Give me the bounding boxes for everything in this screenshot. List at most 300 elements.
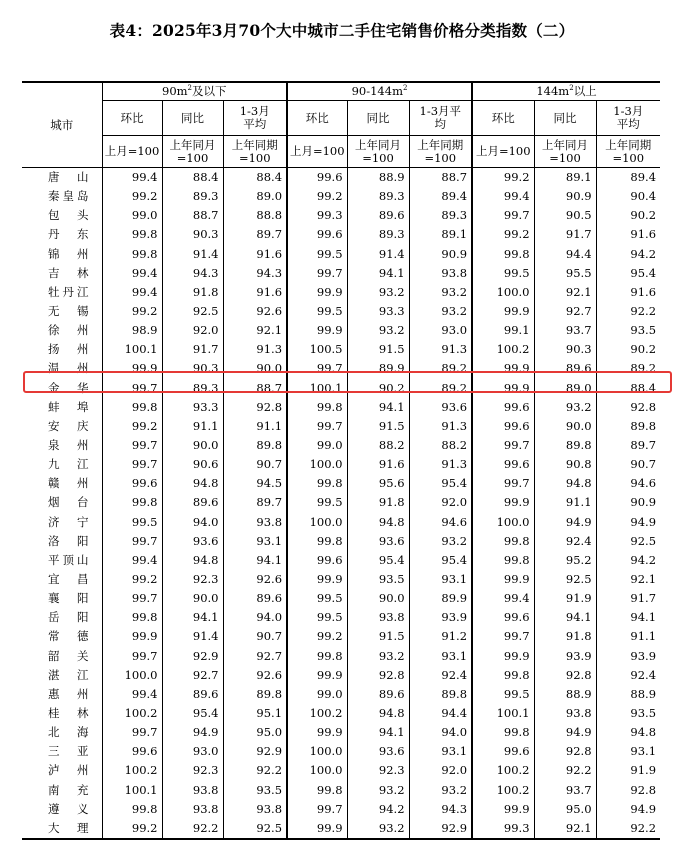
index-cell: 89.6: [534, 359, 596, 378]
index-cell: 100.0: [287, 455, 347, 474]
index-cell: 94.6: [596, 474, 660, 493]
index-cell: 99.8: [287, 398, 347, 417]
index-cell: 99.8: [131, 610, 158, 625]
index-cell: 95.1: [223, 704, 287, 723]
index-cell: 94.1: [596, 608, 660, 627]
index-cell: 94.0: [223, 608, 287, 627]
city-name: 襄阳: [22, 589, 102, 608]
city-name: 大理: [22, 819, 102, 839]
index-cell: 95.0: [534, 800, 596, 819]
index-cell: 90.9: [596, 493, 660, 512]
index-cell: 90.3: [162, 225, 223, 244]
table-row: [22, 608, 660, 627]
index-cell: 94.3: [223, 264, 287, 283]
index-cell: 88.4: [162, 168, 223, 188]
index-cell: 93.1: [409, 570, 472, 589]
index-cell: 88.7: [223, 379, 287, 398]
index-cell: 93.7: [534, 781, 596, 800]
index-cell: 92.5: [162, 302, 223, 321]
index-cell: 93.2: [409, 283, 472, 302]
index-cell: 91.9: [534, 589, 596, 608]
index-cell: 93.8: [534, 704, 596, 723]
index-cell: 94.8: [347, 704, 409, 723]
city-name: 温州: [22, 359, 102, 378]
index-cell: 90.3: [534, 340, 596, 359]
index-cell: 99.2: [131, 189, 158, 204]
mom-header: 环比: [287, 101, 347, 136]
index-cell: 93.6: [409, 398, 472, 417]
index-cell: 99.7: [287, 359, 347, 378]
index-cell: 99.3: [287, 206, 347, 225]
index-cell: 99.7: [131, 438, 158, 453]
index-cell: 99.5: [287, 608, 347, 627]
index-cell: 88.2: [409, 436, 472, 455]
index-cell: 99.2: [131, 572, 158, 587]
index-cell: 89.6: [347, 685, 409, 704]
index-cell: 93.5: [596, 321, 660, 340]
index-cell: 94.8: [596, 723, 660, 742]
index-cell: 90.0: [162, 436, 223, 455]
index-cell: 91.8: [347, 493, 409, 512]
city-name: 扬州: [22, 340, 102, 359]
index-cell: 89.8: [596, 417, 660, 436]
index-cell: 90.8: [534, 455, 596, 474]
table-row: [22, 781, 660, 800]
table-row: [22, 704, 660, 723]
base-label: 上月=100: [102, 136, 162, 168]
index-cell: 95.6: [347, 474, 409, 493]
index-cell: 90.0: [162, 589, 223, 608]
index-cell: 93.1: [223, 532, 287, 551]
mom-header: 环比: [472, 101, 534, 136]
index-cell: 99.0: [131, 208, 158, 223]
index-cell: 92.6: [223, 302, 287, 321]
index-cell: 93.5: [347, 570, 409, 589]
index-cell: 88.9: [534, 685, 596, 704]
city-name: 烟台: [22, 493, 102, 512]
index-cell: 89.1: [534, 168, 596, 188]
index-cell: 94.1: [534, 608, 596, 627]
index-cell: 93.8: [223, 800, 287, 819]
city-name: 蚌埠: [22, 398, 102, 417]
index-cell: 94.2: [347, 800, 409, 819]
index-cell: 100.2: [472, 761, 534, 780]
index-cell: 90.7: [223, 455, 287, 474]
index-cell: 94.2: [596, 551, 660, 570]
city-name: 吉林: [22, 264, 102, 283]
index-cell: 94.1: [223, 551, 287, 570]
index-cell: 99.9: [287, 723, 347, 742]
index-cell: 92.1: [223, 321, 287, 340]
index-cell: 99.4: [472, 187, 534, 206]
index-cell: 92.6: [223, 570, 287, 589]
index-cell: 99.6: [131, 744, 158, 759]
index-cell: 88.4: [223, 168, 287, 188]
city-name: 锦州: [22, 245, 102, 264]
index-cell: 95.4: [347, 551, 409, 570]
index-cell: 99.7: [131, 591, 158, 606]
index-cell: 94.3: [162, 264, 223, 283]
yoy-header: 同比: [347, 101, 409, 136]
q1-avg-header: 1-3月 平均: [223, 101, 287, 136]
index-cell: 90.9: [409, 245, 472, 264]
index-cell: 94.5: [223, 474, 287, 493]
index-cell: 99.7: [131, 648, 158, 663]
index-cell: 100.2: [472, 340, 534, 359]
index-cell: 93.1: [596, 742, 660, 761]
index-cell: 91.8: [162, 283, 223, 302]
index-cell: 90.3: [162, 359, 223, 378]
city-name: 唐山: [22, 168, 102, 188]
index-cell: 92.0: [162, 321, 223, 340]
index-cell: 89.3: [162, 187, 223, 206]
table-row: [22, 570, 660, 589]
index-cell: 92.7: [534, 302, 596, 321]
index-cell: 89.6: [162, 493, 223, 512]
index-cell: 99.6: [287, 551, 347, 570]
city-name: 惠州: [22, 685, 102, 704]
index-cell: 92.5: [596, 532, 660, 551]
index-cell: 94.1: [162, 608, 223, 627]
city-name: 三亚: [22, 742, 102, 761]
index-cell: 89.2: [409, 359, 472, 378]
table-row: [22, 264, 660, 283]
table-row: [22, 436, 660, 455]
index-cell: 90.0: [534, 417, 596, 436]
index-cell: 99.4: [131, 552, 158, 567]
index-cell: 89.9: [347, 359, 409, 378]
city-name: 包头: [22, 206, 102, 225]
index-cell: 89.9: [409, 589, 472, 608]
city-name: 无锡: [22, 302, 102, 321]
table-row: [22, 513, 660, 532]
index-cell: 99.8: [472, 666, 534, 685]
table-row: [22, 685, 660, 704]
index-cell: 89.3: [347, 225, 409, 244]
table-row: [22, 455, 660, 474]
q1-avg-header: 1-3月平 均: [409, 101, 472, 136]
index-cell: 99.2: [131, 418, 158, 433]
index-cell: 92.5: [534, 570, 596, 589]
index-cell: 93.8: [409, 264, 472, 283]
index-cell: 92.1: [534, 283, 596, 302]
index-cell: 92.8: [223, 398, 287, 417]
index-cell: 94.9: [596, 513, 660, 532]
index-cell: 99.0: [287, 436, 347, 455]
index-cell: 92.8: [596, 781, 660, 800]
city-name: 泉州: [22, 436, 102, 455]
index-cell: 100.1: [124, 782, 158, 797]
city-name: 牡丹江: [22, 283, 102, 302]
index-cell: 91.8: [534, 627, 596, 646]
index-cell: 99.7: [287, 800, 347, 819]
index-cell: 92.9: [162, 647, 223, 666]
city-name: 徐州: [22, 321, 102, 340]
index-cell: 93.1: [409, 647, 472, 666]
index-cell: 92.1: [534, 819, 596, 839]
index-cell: 99.2: [472, 168, 534, 188]
index-cell: 100.0: [472, 283, 534, 302]
index-cell: 99.5: [131, 514, 158, 529]
index-cell: 89.6: [347, 206, 409, 225]
table-row: [22, 589, 660, 608]
table-row: [22, 532, 660, 551]
index-cell: 91.4: [347, 245, 409, 264]
index-cell: 99.9: [472, 647, 534, 666]
index-cell: 90.2: [347, 379, 409, 398]
city-name: 安庆: [22, 417, 102, 436]
index-cell: 99.7: [131, 457, 158, 472]
index-cell: 92.2: [223, 761, 287, 780]
index-cell: 89.1: [409, 225, 472, 244]
table-row: [22, 417, 660, 436]
index-cell: 100.2: [124, 763, 158, 778]
index-cell: 90.0: [347, 589, 409, 608]
index-cell: 89.2: [596, 359, 660, 378]
index-cell: 88.9: [596, 685, 660, 704]
index-cell: 91.2: [409, 627, 472, 646]
table-row: [22, 474, 660, 493]
index-cell: 100.2: [472, 781, 534, 800]
index-cell: 91.3: [409, 417, 472, 436]
q1-avg-header: 1-3月 平均: [596, 101, 660, 136]
index-cell: 89.3: [162, 379, 223, 398]
index-cell: 95.4: [409, 474, 472, 493]
group-header-small: $90m^2$及以下: [102, 82, 287, 101]
index-cell: 93.2: [534, 398, 596, 417]
index-cell: 99.8: [287, 532, 347, 551]
index-cell: 89.3: [347, 187, 409, 206]
index-cell: 100.1: [472, 704, 534, 723]
index-cell: 91.1: [162, 417, 223, 436]
city-name: 九江: [22, 455, 102, 474]
index-cell: 94.1: [347, 723, 409, 742]
index-cell: 95.4: [162, 704, 223, 723]
base-label: 上月=100: [287, 136, 347, 168]
index-cell: 99.8: [472, 245, 534, 264]
index-cell: 99.5: [472, 685, 534, 704]
index-cell: 99.7: [472, 627, 534, 646]
index-cell: 100.1: [124, 342, 158, 357]
index-cell: 92.7: [162, 666, 223, 685]
index-cell: 99.6: [472, 608, 534, 627]
city-name: 洛阳: [22, 532, 102, 551]
city-name: 南充: [22, 781, 102, 800]
index-cell: 99.8: [131, 246, 158, 261]
index-cell: 88.9: [347, 168, 409, 188]
index-cell: 94.8: [347, 513, 409, 532]
index-cell: 94.9: [534, 513, 596, 532]
index-cell: 92.0: [409, 493, 472, 512]
base-label: 上年同期 =100: [409, 136, 472, 168]
index-cell: 89.2: [409, 379, 472, 398]
index-cell: 99.4: [131, 170, 158, 185]
index-cell: 99.5: [287, 245, 347, 264]
index-cell: 94.9: [534, 723, 596, 742]
table-row: [22, 340, 660, 359]
index-cell: 90.9: [534, 187, 596, 206]
city-name: 秦皇岛: [22, 187, 102, 206]
index-cell: 89.4: [596, 168, 660, 188]
table-row: [22, 819, 660, 839]
index-cell: 93.9: [534, 647, 596, 666]
index-cell: 90.4: [596, 187, 660, 206]
index-cell: 89.6: [162, 685, 223, 704]
index-cell: 93.5: [223, 781, 287, 800]
table-body: [22, 168, 660, 839]
index-cell: 92.8: [596, 398, 660, 417]
base-label: 上年同月 =100: [347, 136, 409, 168]
index-cell: 99.3: [472, 819, 534, 839]
index-cell: 93.9: [409, 608, 472, 627]
index-cell: 99.4: [131, 265, 158, 280]
index-cell: 92.4: [409, 666, 472, 685]
index-cell: 92.4: [534, 532, 596, 551]
price-index-table: [22, 81, 660, 840]
table-row: [22, 761, 660, 780]
yoy-header: 同比: [534, 101, 596, 136]
index-cell: 89.7: [596, 436, 660, 455]
index-cell: 93.8: [162, 800, 223, 819]
index-cell: 92.3: [162, 761, 223, 780]
index-cell: 100.0: [124, 667, 158, 682]
index-cell: 100.2: [124, 706, 158, 720]
index-cell: 93.8: [223, 513, 287, 532]
table-row: [22, 723, 660, 742]
index-cell: 98.9: [131, 323, 158, 338]
index-cell: 93.7: [534, 321, 596, 340]
index-cell: 93.3: [162, 398, 223, 417]
index-cell: 89.8: [223, 436, 287, 455]
city-name: 常德: [22, 627, 102, 646]
table-row: [22, 647, 660, 666]
city-name: 湛江: [22, 666, 102, 685]
table-row: [22, 187, 660, 206]
index-cell: 94.0: [409, 723, 472, 742]
index-cell: 99.7: [287, 417, 347, 436]
index-cell: 91.6: [223, 245, 287, 264]
index-cell: 94.4: [409, 704, 472, 723]
index-cell: 92.3: [347, 761, 409, 780]
index-cell: 99.8: [287, 647, 347, 666]
index-cell: 91.7: [534, 225, 596, 244]
city-name: 济宁: [22, 513, 102, 532]
city-name: 丹东: [22, 225, 102, 244]
index-cell: 99.7: [472, 436, 534, 455]
index-cell: 100.1: [287, 379, 347, 398]
index-cell: 99.8: [472, 723, 534, 742]
index-cell: 99.8: [131, 801, 158, 816]
index-cell: 100.5: [287, 340, 347, 359]
index-cell: 91.3: [409, 455, 472, 474]
index-cell: 99.9: [472, 302, 534, 321]
index-cell: 88.8: [223, 206, 287, 225]
index-cell: 94.4: [534, 245, 596, 264]
index-cell: 94.2: [596, 245, 660, 264]
index-cell: 99.6: [287, 225, 347, 244]
index-cell: 94.1: [347, 264, 409, 283]
index-cell: 99.2: [102, 819, 162, 839]
index-cell: 92.2: [162, 819, 223, 839]
index-cell: 99.8: [287, 781, 347, 800]
index-cell: 91.5: [347, 340, 409, 359]
index-cell: 94.6: [409, 513, 472, 532]
index-cell: 99.6: [472, 455, 534, 474]
table-row: [22, 225, 660, 244]
index-cell: 91.3: [223, 340, 287, 359]
yoy-header: 同比: [162, 101, 223, 136]
index-cell: 89.7: [223, 225, 287, 244]
index-cell: 94.8: [162, 474, 223, 493]
index-cell: 99.5: [287, 302, 347, 321]
index-cell: 93.6: [347, 742, 409, 761]
city-name: 桂林: [22, 704, 102, 723]
index-cell: 92.1: [596, 570, 660, 589]
index-cell: 99.7: [131, 380, 158, 395]
base-label: 上年同期 =100: [596, 136, 660, 168]
index-cell: 95.4: [596, 264, 660, 283]
index-cell: 93.9: [596, 647, 660, 666]
index-cell: 92.2: [596, 819, 660, 839]
index-cell: 99.4: [131, 284, 158, 299]
index-cell: 99.7: [287, 264, 347, 283]
table-row: [22, 283, 660, 302]
index-cell: 99.8: [131, 227, 158, 242]
table-row: [22, 398, 660, 417]
index-cell: 90.0: [223, 359, 287, 378]
index-cell: 99.8: [287, 474, 347, 493]
index-cell: 94.8: [162, 551, 223, 570]
index-cell: 91.6: [596, 225, 660, 244]
index-cell: 93.8: [347, 608, 409, 627]
city-name: 赣州: [22, 474, 102, 493]
index-cell: 93.2: [347, 283, 409, 302]
index-cell: 89.3: [409, 206, 472, 225]
table-row: [22, 245, 660, 264]
city-name: 金华: [22, 379, 102, 398]
index-cell: 89.0: [223, 187, 287, 206]
index-cell: 91.4: [162, 627, 223, 646]
base-label: 上月=100: [472, 136, 534, 168]
index-cell: 91.6: [347, 455, 409, 474]
index-cell: 89.8: [409, 685, 472, 704]
table-row: [22, 321, 660, 340]
index-cell: 89.6: [223, 589, 287, 608]
index-cell: 99.0: [287, 685, 347, 704]
index-cell: 100.2: [287, 704, 347, 723]
index-cell: 99.2: [287, 627, 347, 646]
index-cell: 99.7: [472, 474, 534, 493]
index-cell: 99.8: [472, 532, 534, 551]
index-cell: 94.8: [534, 474, 596, 493]
index-cell: 92.3: [162, 570, 223, 589]
index-cell: 99.8: [131, 495, 158, 510]
index-cell: 92.0: [409, 761, 472, 780]
index-cell: 93.0: [409, 321, 472, 340]
index-cell: 92.8: [534, 742, 596, 761]
index-cell: 99.9: [287, 570, 347, 589]
index-cell: 99.9: [131, 361, 158, 376]
index-cell: 99.8: [131, 399, 158, 414]
index-cell: 88.2: [347, 436, 409, 455]
index-cell: 91.3: [409, 340, 472, 359]
index-cell: 99.5: [287, 493, 347, 512]
index-cell: 90.6: [162, 455, 223, 474]
index-cell: 93.2: [347, 321, 409, 340]
index-cell: 93.2: [409, 532, 472, 551]
index-cell: 93.3: [347, 302, 409, 321]
index-cell: 99.5: [472, 264, 534, 283]
